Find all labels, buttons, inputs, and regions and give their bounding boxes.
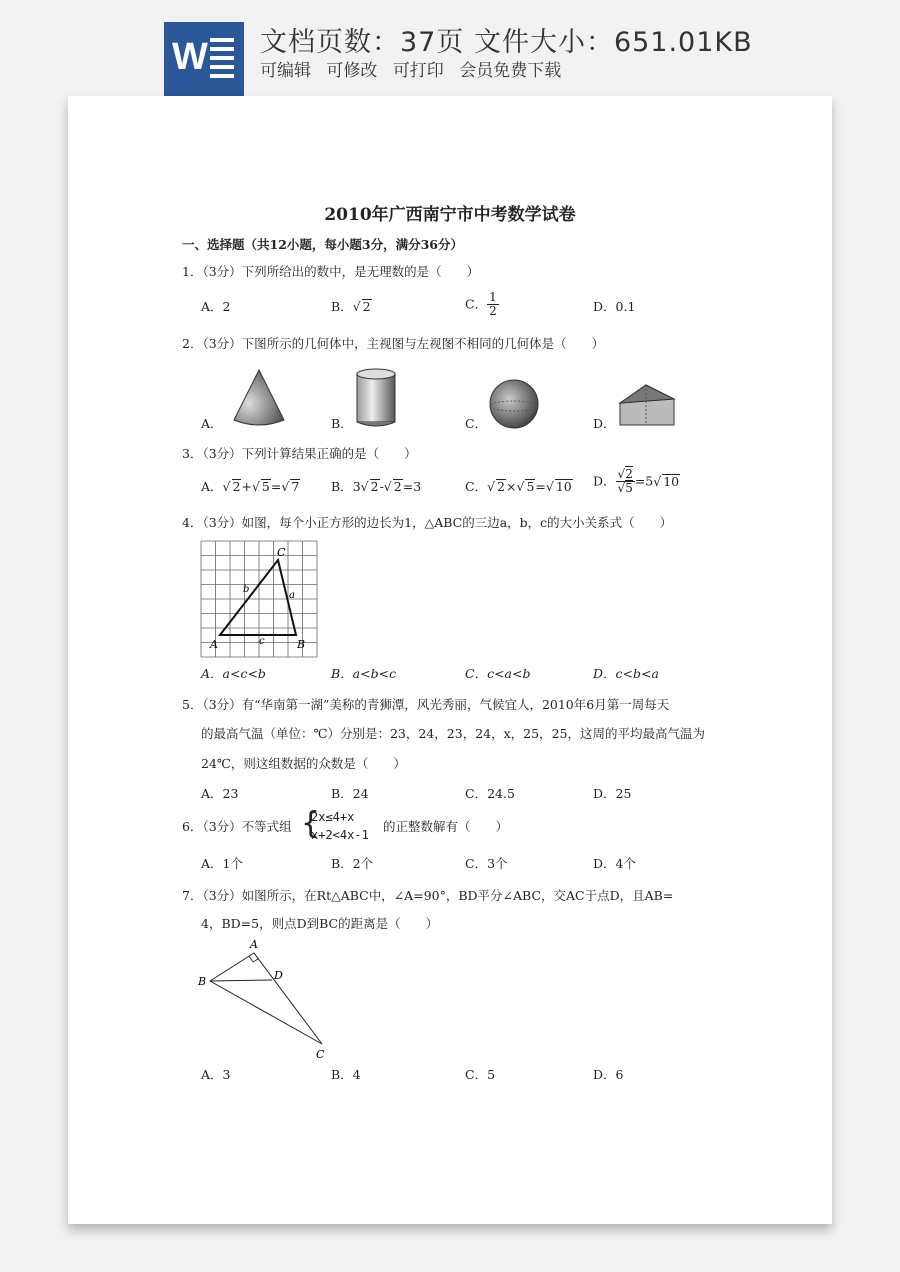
q1-option-c: [465, 291, 499, 318]
sqrt-sign: √ 5: [516, 479, 535, 494]
q3-option-b: [331, 479, 421, 495]
q1-c-num: 1: [489, 290, 497, 304]
q3-d-den-wrap: √5: [617, 481, 633, 495]
section-heading: 一、选择题（共12小题，每小题3分，满分36分）: [182, 237, 463, 252]
q3-stem: 3．（3分）下列计算结果正确的是（ ）: [182, 446, 417, 461]
q1-c-fraction: [487, 291, 499, 318]
q1-c-label: C．: [465, 296, 488, 312]
sqrt-sign: √ 2: [360, 479, 379, 494]
q1-c-den: 2: [489, 304, 497, 318]
q6-row1: 2x≤4+x: [311, 810, 355, 824]
q5-option-b: B．24: [331, 786, 369, 801]
q1-b-radicand: 2: [362, 299, 371, 314]
download-banner: [0, 0, 900, 96]
q6-suffix: 的正整数解有（ ）: [383, 819, 509, 834]
q2-stem: 2．（3分）下图所示的几何体中，主视图与左视图不相同的几何体是（ ）: [182, 336, 605, 351]
q1-stem: 1．（3分）下列所给出的数中，是无理数的是（ ）: [182, 264, 480, 279]
q3-a-label: A．: [201, 479, 223, 494]
feature-modifiable: 可修改: [326, 61, 378, 81]
label-B: B: [198, 975, 207, 988]
sqrt-sign: √ 2: [487, 479, 505, 494]
q3-d-fraction: [616, 468, 635, 495]
label-B: B: [297, 638, 306, 651]
q3-a-eq: =: [270, 479, 282, 494]
label-b: b: [243, 584, 250, 595]
feature-member-download: 会员免费下载: [459, 61, 562, 81]
q5-option-d: D．25: [593, 786, 632, 801]
q3-d-eq: =5: [634, 473, 654, 489]
q2-option-c: C．: [465, 416, 488, 431]
q4-option-d: D．c<b<a: [593, 666, 659, 681]
triangular-prism-figure: [618, 381, 676, 429]
q3-d-num-wrap: √2: [617, 467, 633, 481]
q1-option-b: [331, 299, 372, 315]
q3-d-den: 5: [625, 481, 633, 495]
banner-title: 文档页数：37页 文件大小：651.01KB: [260, 27, 753, 58]
label-A: A: [250, 938, 258, 951]
sqrt-sign: √ 7: [281, 479, 300, 494]
sqrt-sign: √ 2: [383, 479, 402, 494]
q3-a-r3: 7: [291, 479, 300, 494]
q4-option-c: C．c<a<b: [465, 666, 531, 681]
label-D: D: [274, 969, 283, 982]
q5-option-c: C．24.5: [465, 786, 515, 801]
q3-a-r2: 5: [261, 479, 270, 494]
q5-line3: 24℃，则这组数据的众数是（ ）: [201, 756, 406, 771]
q4-option-b: B．a<b<c: [331, 666, 397, 681]
sqrt-sign: √ 10: [545, 479, 572, 494]
sqrt-sign: √ 10: [653, 473, 680, 489]
q3-c-r1: 2: [497, 479, 505, 494]
q3-d-label: D．: [593, 473, 616, 489]
q3-b-coef: 3: [352, 479, 361, 494]
q6-option-d: D．4个: [593, 856, 636, 871]
q3-b-r2: 2: [393, 479, 402, 494]
q7-option-c: C．5: [465, 1067, 496, 1082]
word-icon-lines: [210, 38, 234, 83]
label-A: A: [210, 638, 218, 651]
q3-c-r3: 10: [555, 479, 572, 494]
left-brace: {: [301, 806, 321, 841]
q6-prefix: 6．（3分）不等式组: [182, 819, 292, 834]
q3-b-eq: =3: [402, 479, 422, 494]
q1-option-a: A．2: [201, 299, 231, 314]
q5-line1: 5．（3分）有“华南第一湖”美称的青狮潭，风光秀丽，气候宜人，2010年6月第一周每天: [182, 697, 670, 712]
q7-option-b: B．4: [331, 1067, 361, 1082]
q4-option-a: A．a<c<b: [201, 666, 266, 681]
label-a: a: [289, 590, 295, 601]
q3-option-d: [593, 468, 680, 495]
q3-b-r1: 2: [370, 479, 379, 494]
label-C: C: [277, 546, 286, 559]
q3-d-r: 10: [663, 473, 680, 489]
right-triangle-figure: [198, 936, 338, 1062]
q6-option-c: C．3个: [465, 856, 508, 871]
document-title: 2010年广西南宁市中考数学试卷: [324, 205, 576, 225]
q3-c-eq: =: [535, 479, 546, 494]
sphere-figure: [488, 378, 540, 430]
q3-a-op: +: [241, 479, 252, 494]
q3-c-label: C．: [465, 479, 488, 494]
q1-option-d: D．0.1: [593, 299, 636, 314]
sqrt-sign: √ 2: [222, 479, 241, 494]
document-page: [68, 96, 832, 1224]
q5-line2: 的最高气温（单位：℃）分别是：23，24，23，24，x，25，25，这周的平均最高气温为: [201, 726, 705, 741]
q4-stem: 4．（3分）如图，每个小正方形的边长为1，△ABC的三边a，b，c的大小关系式（ ）: [182, 515, 673, 530]
q3-a-r1: 2: [232, 479, 241, 494]
q1-b-label: B．: [331, 299, 353, 314]
q6-row2: x+2<4x-1: [311, 828, 369, 842]
word-icon-letter: W: [172, 36, 208, 78]
feature-printable: 可打印: [392, 61, 444, 81]
cone-figure: [228, 368, 290, 430]
q6-option-b: B．2个: [331, 856, 374, 871]
q3-c-r2: 5: [526, 479, 535, 494]
label-C: C: [316, 1048, 325, 1061]
q5-option-a: A．23: [201, 786, 239, 801]
q7-line1: 7．（3分）如图所示，在Rt△ABC中，∠A=90°，BD平分∠ABC，交AC于点D，且AB=: [182, 888, 674, 903]
banner-features: [260, 56, 571, 81]
q2-option-d: D．: [593, 416, 616, 431]
label-c: c: [259, 636, 265, 647]
q2-option-b: B．: [331, 416, 353, 431]
q3-option-a: [201, 479, 300, 495]
q7-option-a: A．3: [201, 1067, 231, 1082]
q3-c-op: ×: [506, 479, 517, 494]
sqrt-sign: √ 2: [352, 299, 371, 314]
sqrt-sign: √ 5: [251, 479, 270, 494]
q3-d-num: 2: [625, 467, 633, 481]
word-doc-icon: [164, 22, 244, 96]
q3-b-op: -: [379, 479, 384, 494]
cylinder-figure: [354, 368, 398, 430]
grid-triangle-figure: [200, 540, 318, 658]
q3-b-label: B．: [331, 479, 353, 494]
q3-option-c: [465, 479, 573, 495]
q2-option-a: A．: [201, 416, 223, 431]
feature-editable: 可编辑: [260, 61, 311, 81]
q7-line2: 4，BD=5，则点D到BC的距离是（ ）: [201, 916, 439, 931]
q6-option-a: A．1个: [201, 856, 243, 871]
q7-option-d: D．6: [593, 1067, 624, 1082]
